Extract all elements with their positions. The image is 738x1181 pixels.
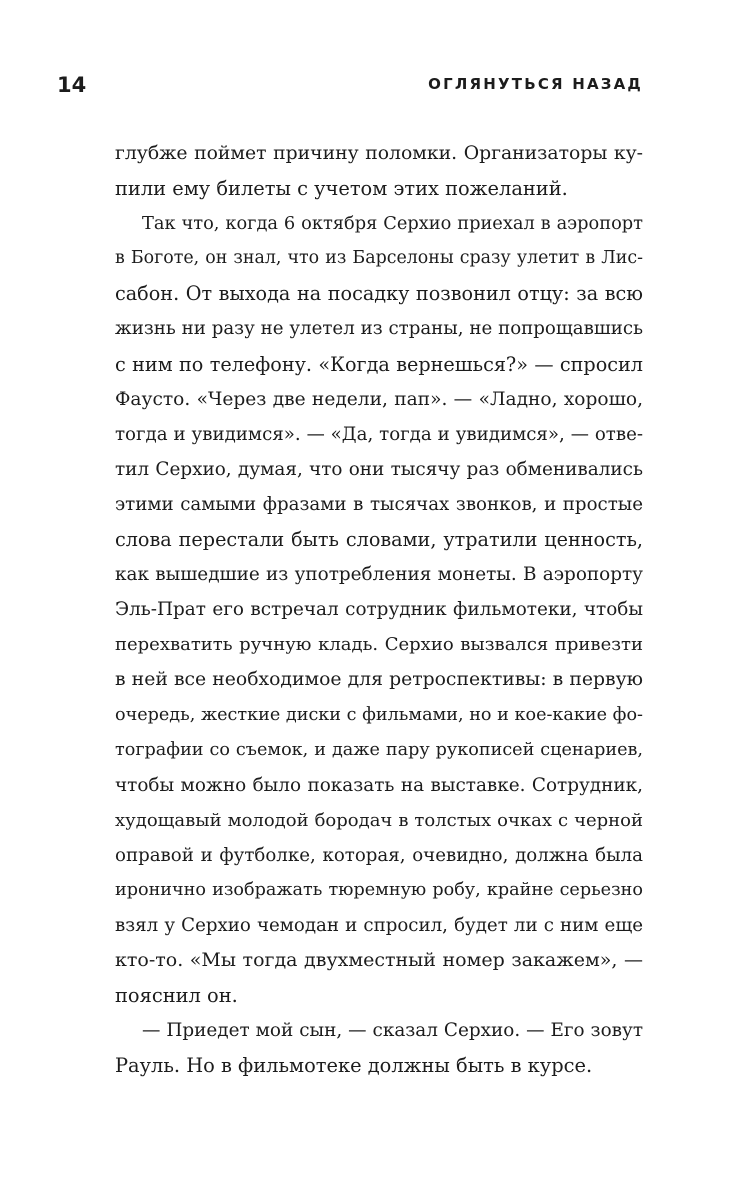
text-line: Так что, когда 6 октября Серхио приехал в аэропорт [142, 213, 643, 235]
text-line: очередь, жесткие диски с фильмами, но и кое-какие фо- [115, 704, 643, 725]
running-title: ОГЛЯНУТЬСЯ НАЗАД [428, 75, 643, 93]
text-line: худощавый молодой бородач в толстых очках с черной [115, 809, 643, 831]
text-line: глубже поймет причину поломки. Организаторы ку- [115, 143, 643, 164]
text-line: иронично изображать тюремную робу, крайне серьезно [115, 879, 643, 900]
text-line: в ней все необходимое для ретроспективы: в первую [115, 669, 643, 691]
text-line: с ним по телефону. «Когда вернешься?» — спросил [115, 352, 643, 376]
text-line: — Приедет мой сын, — сказал Серхио. — Его зовут [142, 1020, 643, 1042]
text-line: тил Серхио, думая, что они тысячу раз обменивались [115, 458, 643, 480]
text-line: в Боготе, он знал, что из Барселоны сразу улетит в Лис- [115, 248, 643, 269]
text-line: Рауль. Но в фильмотеке должны быть в курсе. [115, 1054, 593, 1078]
text-line: пили ему билеты с учетом этих пожеланий. [115, 177, 568, 201]
body-text [115, 136, 643, 1084]
text-line: Фаусто. «Через две недели, пап». — «Ладно, хорошо, [115, 388, 643, 410]
text-line: тогда и увидимся». — «Да, тогда и увидимся», — отве- [115, 423, 643, 445]
page-number: 14 [57, 73, 87, 97]
text-line: пояснил он. [115, 984, 238, 1008]
text-line: сабон. От выхода на посадку позвонил отцу: за всю [115, 282, 643, 306]
text-line: оправой и футболке, которая, очевидно, должна была [115, 844, 643, 866]
text-line: чтобы можно было показать на выставке. Сотрудник, [115, 774, 643, 796]
text-line: тографии со съемок, и даже пару рукописей сценариев, [115, 739, 643, 760]
text-line: Эль-Прат его встречал сотрудник фильмотеки, чтобы [115, 599, 643, 621]
text-line: взял у Серхио чемодан и спросил, будет ли с ним еще [115, 915, 643, 937]
text-line: слова перестали быть словами, утратили ценность, [115, 528, 643, 552]
text-line: этими самыми фразами в тысячах звонков, и простые [115, 493, 643, 515]
text-line: кто-то. «Мы тогда двухместный номер закажем», — [115, 949, 643, 972]
text-line: перехватить ручную кладь. Серхио вызвался привезти [115, 634, 643, 656]
text-line: жизнь ни разу не улетел из страны, не попрощавшись [115, 318, 643, 340]
text-line: как вышедшие из употребления монеты. В аэропорту [115, 564, 643, 586]
